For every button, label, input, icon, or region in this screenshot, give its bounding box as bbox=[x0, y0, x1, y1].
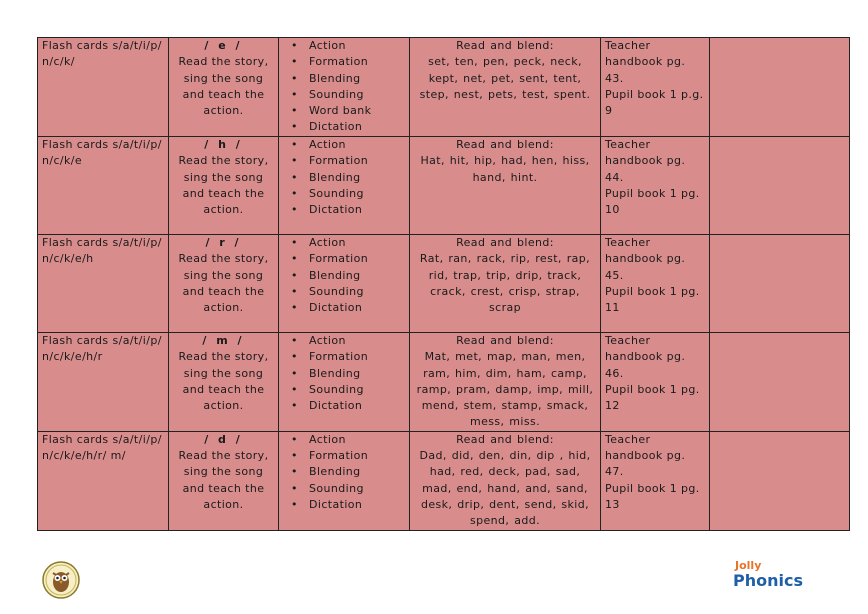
activities-cell bbox=[279, 137, 410, 235]
instructions-text: Read the story, sing the song and teach the action. bbox=[178, 154, 269, 217]
blend-title: Read and blend: bbox=[456, 138, 554, 151]
notes-cell bbox=[710, 137, 850, 235]
flash-cards-text: Flash cards s/a/t/i/p/n/c/k/e/h/r/ m/ bbox=[42, 432, 162, 463]
activities-list bbox=[283, 333, 405, 414]
lesson-row bbox=[38, 333, 850, 432]
blend-words-cell bbox=[410, 431, 601, 530]
teacher-handbook-ref: Teacher handbook pg. 45. bbox=[605, 236, 686, 282]
activity-item: • Sounding bbox=[297, 186, 405, 202]
focus-sound-cell bbox=[169, 431, 279, 530]
instructions-text: Read the story, sing the song and teach the action. bbox=[178, 350, 269, 413]
blend-words-cell bbox=[410, 137, 601, 235]
teacher-handbook-ref: Teacher handbook pg. 47. bbox=[605, 432, 686, 479]
activities-cell bbox=[279, 431, 410, 530]
resources-cell bbox=[601, 38, 710, 137]
blend-words-cell bbox=[410, 235, 601, 333]
blend-title: Read and blend: bbox=[456, 334, 554, 347]
activity-item: • Formation bbox=[297, 54, 405, 70]
activity-item: • Blending bbox=[297, 366, 405, 382]
resources-cell bbox=[601, 431, 710, 530]
pupil-book-ref: Pupil book 1 pg. 11 bbox=[605, 284, 700, 315]
activity-item: • Formation bbox=[297, 349, 405, 365]
instructions-text: Read the story, sing the song and teach the action. bbox=[178, 252, 269, 315]
activity-item: • Sounding bbox=[297, 382, 405, 398]
blend-words: Rat, ran, rack, rip, rest, rap, rid, trap, trip, drip, track, crack, crest, crisp, strap, scrap bbox=[419, 252, 591, 315]
activity-item: • Blending bbox=[297, 71, 405, 87]
blend-title: Read and blend: bbox=[456, 432, 554, 446]
activities-list bbox=[283, 235, 405, 316]
activity-item: • Formation bbox=[297, 251, 405, 267]
flash-cards-cell bbox=[38, 38, 169, 137]
lesson-plan-body bbox=[38, 38, 850, 531]
blend-words: Dad, did, den, din, dip , hid, had, red, deck, pad, sad, mad, end, hand, and, sand, desk, drip, dent, send, skid, spend, add. bbox=[419, 449, 591, 528]
activity-item: • Blending bbox=[297, 464, 405, 480]
activity-item: • Sounding bbox=[297, 87, 405, 103]
flash-cards-text: Flash cards s/a/t/i/p/n/c/k/e bbox=[42, 138, 162, 168]
notes-cell bbox=[710, 431, 850, 530]
lesson-row bbox=[38, 235, 850, 333]
lesson-row bbox=[38, 38, 850, 137]
activity-item: • Word bank bbox=[297, 103, 405, 119]
activity-item: • Dictation bbox=[297, 398, 405, 414]
activity-item: • Sounding bbox=[297, 284, 405, 300]
blend-words: Mat, met, map, man, men, ram, him, dim, ham, camp, ramp, pram, damp, imp, mill, mend, stem, stamp, smack, mess, miss. bbox=[416, 350, 594, 429]
resources-cell bbox=[601, 235, 710, 333]
focus-sound: / e / bbox=[204, 39, 243, 52]
focus-sound: / h / bbox=[204, 138, 243, 151]
activity-item: • Dictation bbox=[297, 119, 405, 135]
lesson-plan-table bbox=[37, 37, 850, 531]
flash-cards-text: Flash cards s/a/t/i/p/n/c/k/e/h bbox=[42, 236, 162, 266]
focus-sound: / d / bbox=[204, 432, 243, 446]
pupil-book-ref: Pupil book 1 p.g. 9 bbox=[605, 87, 704, 118]
pupil-book-ref: Pupil book 1 pg. 10 bbox=[605, 186, 700, 217]
focus-sound: / m / bbox=[202, 334, 245, 347]
activity-item: • Action bbox=[297, 235, 405, 251]
pupil-book-ref: Pupil book 1 pg. 13 bbox=[605, 481, 700, 511]
focus-sound-cell bbox=[169, 235, 279, 333]
owl-emblem-icon bbox=[42, 561, 80, 599]
activities-cell bbox=[279, 333, 410, 432]
flash-cards-cell bbox=[38, 235, 169, 333]
flash-cards-cell bbox=[38, 137, 169, 235]
flash-cards-cell bbox=[38, 431, 169, 530]
focus-sound-cell bbox=[169, 137, 279, 235]
activity-item: • Blending bbox=[297, 170, 405, 186]
activity-item: • Action bbox=[297, 432, 405, 448]
activities-cell bbox=[279, 38, 410, 137]
flash-cards-text: Flash cards s/a/t/i/p/n/c/k/ bbox=[42, 39, 162, 69]
teacher-handbook-ref: Teacher handbook pg. 46. bbox=[605, 334, 686, 380]
focus-sound-cell bbox=[169, 333, 279, 432]
jolly-phonics-logo bbox=[733, 559, 813, 595]
lesson-row bbox=[38, 137, 850, 235]
blend-words-cell bbox=[410, 333, 601, 432]
activity-item: • Action bbox=[297, 38, 405, 54]
flash-cards-text: Flash cards s/a/t/i/p/n/c/k/e/h/r bbox=[42, 334, 162, 364]
instructions-text: Read the story, sing the song and teach the action. bbox=[178, 449, 269, 511]
logo-phonics-text: Phonics bbox=[733, 571, 803, 590]
activity-item: • Action bbox=[297, 333, 405, 349]
activity-item: • Blending bbox=[297, 268, 405, 284]
activity-item: • Formation bbox=[297, 448, 405, 464]
blend-words: Hat, hit, hip, had, hen, hiss, hand, hint. bbox=[420, 154, 590, 184]
notes-cell bbox=[710, 38, 850, 137]
activities-list bbox=[283, 432, 405, 513]
activity-item: • Sounding bbox=[297, 481, 405, 497]
blend-words-cell bbox=[410, 38, 601, 137]
activity-item: • Dictation bbox=[297, 497, 405, 513]
activity-item: • Dictation bbox=[297, 202, 405, 218]
activity-item: • Formation bbox=[297, 153, 405, 169]
notes-cell bbox=[710, 333, 850, 432]
focus-sound: / r / bbox=[205, 236, 242, 249]
notes-cell bbox=[710, 235, 850, 333]
pupil-book-ref: Pupil book 1 pg. 12 bbox=[605, 382, 700, 413]
resources-cell bbox=[601, 137, 710, 235]
blend-title: Read and blend: bbox=[456, 236, 554, 249]
blend-words: set, ten, pen, peck, neck, kept, net, pet, sent, tent, step, nest, pets, test, spent. bbox=[419, 55, 591, 101]
activities-list bbox=[283, 38, 405, 136]
logo-jolly-text: Jolly bbox=[735, 559, 762, 572]
instructions-text: Read the story, sing the song and teach the action. bbox=[178, 55, 269, 118]
teacher-handbook-ref: Teacher handbook pg. 44. bbox=[605, 138, 686, 184]
teacher-handbook-ref: Teacher handbook pg. 43. bbox=[605, 39, 686, 85]
activities-cell bbox=[279, 235, 410, 333]
activity-item: • Dictation bbox=[297, 300, 405, 316]
blend-title: Read and blend: bbox=[456, 39, 554, 52]
resources-cell bbox=[601, 333, 710, 432]
activities-list bbox=[283, 137, 405, 218]
activity-item: • Action bbox=[297, 137, 405, 153]
focus-sound-cell bbox=[169, 38, 279, 137]
lesson-row bbox=[38, 431, 850, 530]
flash-cards-cell bbox=[38, 333, 169, 432]
